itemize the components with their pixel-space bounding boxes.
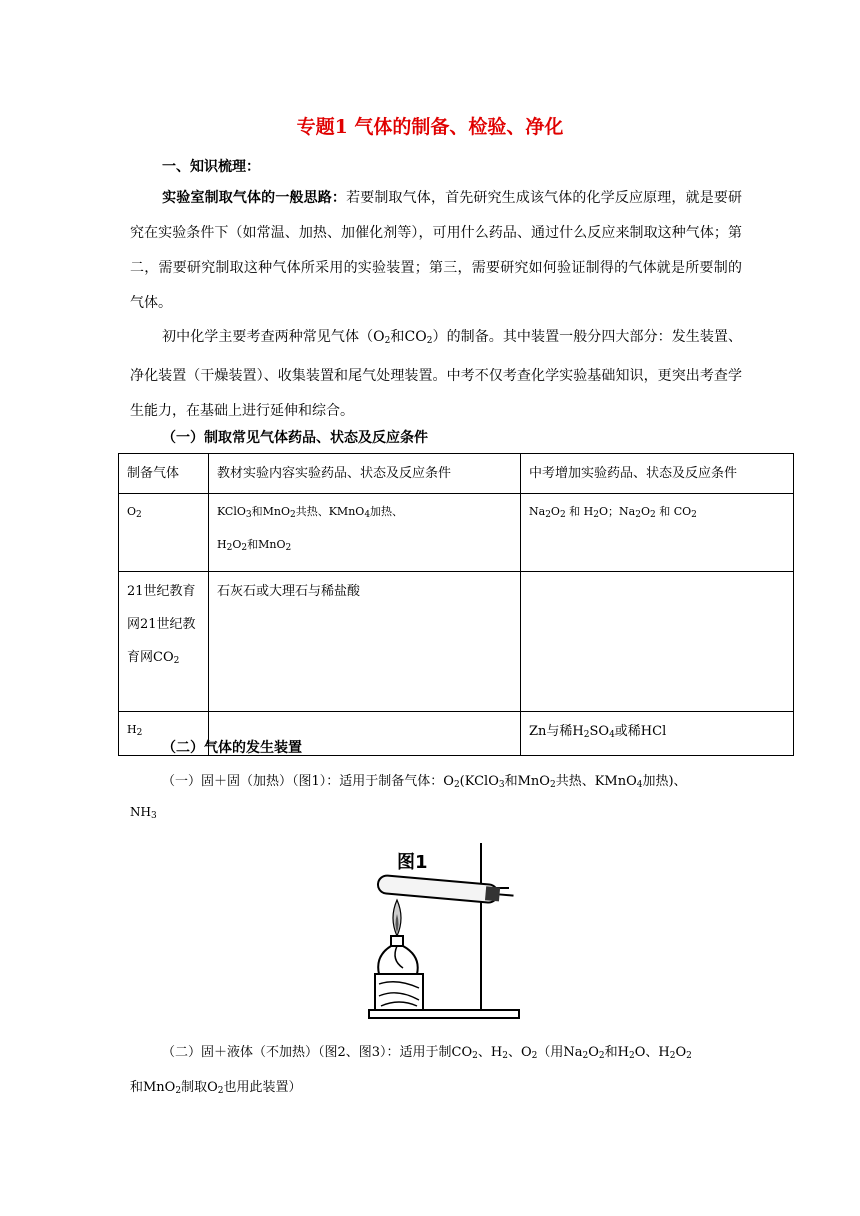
- table-title: （一）制取常见气体药品、状态及反应条件: [162, 430, 428, 446]
- apparatus-solid-solid-line-cont: $NH_3$: [130, 805, 157, 821]
- table-cell: $O_2$: [119, 494, 209, 572]
- table-cell: KClO$_3$和MnO$_2$共热、KMnO$_4$加热、 $H_2O_2$和MnO$_2$: [209, 494, 521, 572]
- table-header-cell: 教材实验内容实验药品、状态及反应条件: [209, 454, 521, 494]
- section-heading-apparatus: （二）气体的发生装置: [162, 740, 302, 756]
- paragraph-lead: 实验室制取气体的一般思路：: [162, 190, 347, 206]
- figure-1-heating-apparatus: [367, 838, 520, 1022]
- table-row: [119, 572, 794, 712]
- table-cell: Zn与稀$H_2SO_4$或稀HCl: [521, 712, 794, 756]
- apparatus-solid-liquid-line: （二）固＋液体（不加热）（图2、图3）：适用于制$CO_2$、$H_2$、$O_2$（用$Na_2O_2$和$H_2O$、$H_2O_2$: [162, 1045, 692, 1061]
- apparatus-solid-liquid-line-cont: 和MnO$_2$制取$O_2$也用此装置）: [130, 1080, 302, 1096]
- page-title: 专题1 气体的制备、检验、净化: [296, 116, 564, 138]
- section-heading-knowledge: 一、知识梳理：: [162, 159, 260, 175]
- table-cell: $Na_2O_2$ 和 $H_2O$；$Na_2O_2$ 和 $CO_2$: [521, 494, 794, 572]
- gas-preparation-table: [118, 453, 794, 756]
- table-header-cell: 制备气体: [119, 454, 209, 494]
- table-cell: [521, 572, 794, 712]
- table-cell: $H_2$: [119, 712, 209, 756]
- paragraph-body: 若要制取气体，首先研究生成该气体的化学反应原理，就是要研究在实验条件下（如常温、加热、加催化剂等），可用什么药品、通过什么反应来制取这种气体；第二，需要研究制取这种气体所采用的实验装置；第三，需要研究如何验证制得的气体就是所要制的气体。: [130, 190, 743, 311]
- table-cell: 石灰石或大理石与稀盐酸: [209, 572, 521, 712]
- paragraph-general-approach: [130, 181, 742, 321]
- table-header-row: [119, 454, 794, 494]
- figure-label: 图1: [397, 852, 428, 873]
- paragraph-overview: 初中化学主要考查两种常见气体（$O_2$和$CO_2$）的制备。其中装置一般分四大部分：发生装置、净化装置（干燥装置）、收集装置和尾气处理装置。中考不仅考查化学实验基础知识，更突出考查学生能力，在基础上进行延伸和综合。: [130, 329, 743, 419]
- table-cell: 21世纪教育网21世纪教育网$CO_2$: [119, 572, 209, 712]
- apparatus-solid-solid-line: （一）固＋固（加热）（图1）：适用于制备气体：$O_2(KClO_3$和MnO$_2$共热、KMnO$_4$加热)、: [162, 774, 687, 790]
- table-header-cell: 中考增加实验药品、状态及反应条件: [521, 454, 794, 494]
- table-row: [119, 494, 794, 572]
